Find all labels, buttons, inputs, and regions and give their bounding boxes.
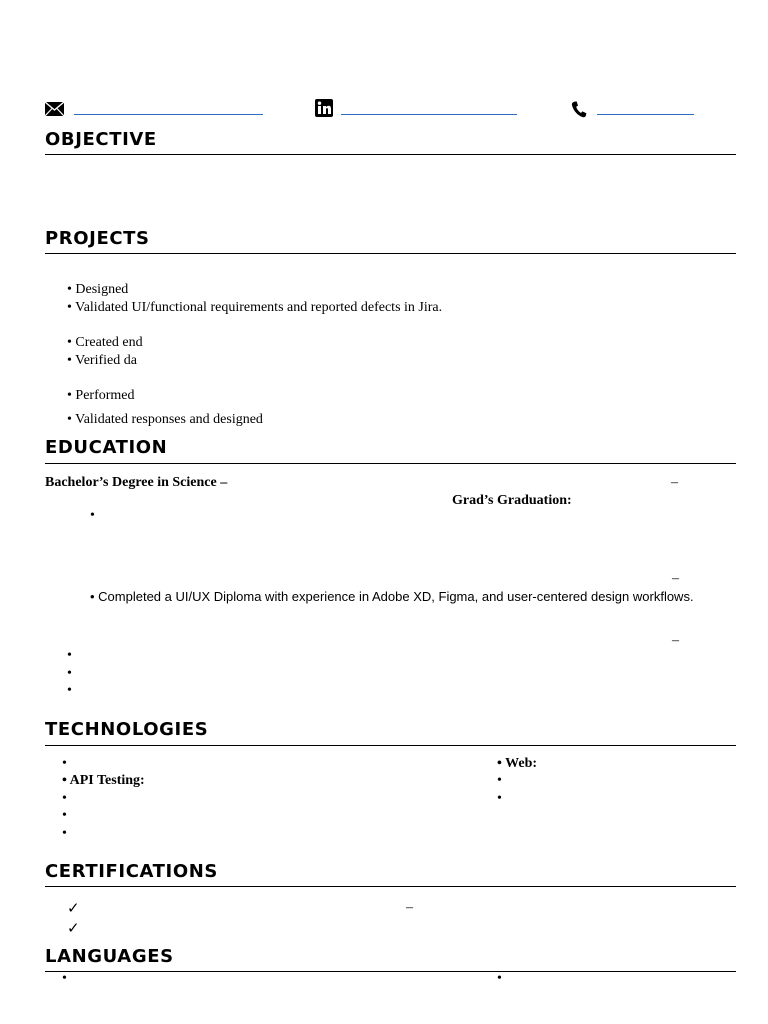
section-heading-certifications: CERTIFICATIONS xyxy=(45,861,218,882)
section-divider xyxy=(45,154,736,155)
project-bullet: • Created end xyxy=(67,335,143,350)
project-bullet: • Verified da xyxy=(67,353,137,368)
language-bullet: • xyxy=(62,971,67,986)
section-divider xyxy=(45,745,736,746)
graduation-label: Grad’s Graduation: xyxy=(452,493,572,508)
tech-bullet: • xyxy=(62,826,67,841)
date-dash: – xyxy=(672,633,679,648)
education-bullet: • xyxy=(67,648,72,663)
degree-title: Bachelor’s Degree in Science – xyxy=(45,475,228,490)
diploma-bullet: • Completed a UI/UX Diploma with experience in Adobe XD, Figma, and user-centered design workflows. xyxy=(90,589,694,604)
project-bullet: • Performed xyxy=(67,388,135,403)
tech-bullet: • xyxy=(497,791,502,806)
email-link[interactable] xyxy=(74,114,263,115)
section-divider xyxy=(45,886,736,887)
checkmark-icon: ✓ xyxy=(67,921,80,937)
tech-bullet: • xyxy=(62,808,67,823)
phone-link[interactable] xyxy=(597,114,694,115)
section-heading-technologies: TECHNOLOGIES xyxy=(45,719,209,740)
section-heading-education: EDUCATION xyxy=(45,437,168,458)
section-divider xyxy=(45,463,736,464)
tech-bullet: • xyxy=(497,773,502,788)
section-heading-objective: OBJECTIVE xyxy=(45,129,157,150)
section-divider xyxy=(45,253,736,254)
language-bullet: • xyxy=(497,971,502,986)
tech-bullet: • xyxy=(62,791,67,806)
project-bullet: • Validated responses and designed xyxy=(67,412,263,427)
education-bullet: • xyxy=(90,508,95,523)
linkedin-link[interactable] xyxy=(341,114,517,115)
phone-icon xyxy=(571,101,587,118)
date-dash: – xyxy=(672,571,679,586)
tech-bullet-web: • Web: xyxy=(497,756,538,771)
date-dash: – xyxy=(671,475,678,490)
section-heading-projects: PROJECTS xyxy=(45,228,150,249)
section-divider xyxy=(45,971,736,972)
linkedin-icon xyxy=(315,99,333,117)
tech-bullet: • xyxy=(62,756,67,771)
project-bullet: • Validated UI/functional requirements and reported defects in Jira. xyxy=(67,300,443,315)
education-bullet: • xyxy=(67,683,72,698)
project-bullet: • Designed xyxy=(67,282,129,297)
education-bullet: • xyxy=(67,666,72,681)
date-dash: – xyxy=(406,900,413,915)
envelope-icon xyxy=(45,102,64,116)
checkmark-icon: ✓ xyxy=(67,901,80,917)
tech-bullet-api-testing: • API Testing: xyxy=(62,773,145,788)
section-heading-languages: LANGUAGES xyxy=(45,946,174,967)
